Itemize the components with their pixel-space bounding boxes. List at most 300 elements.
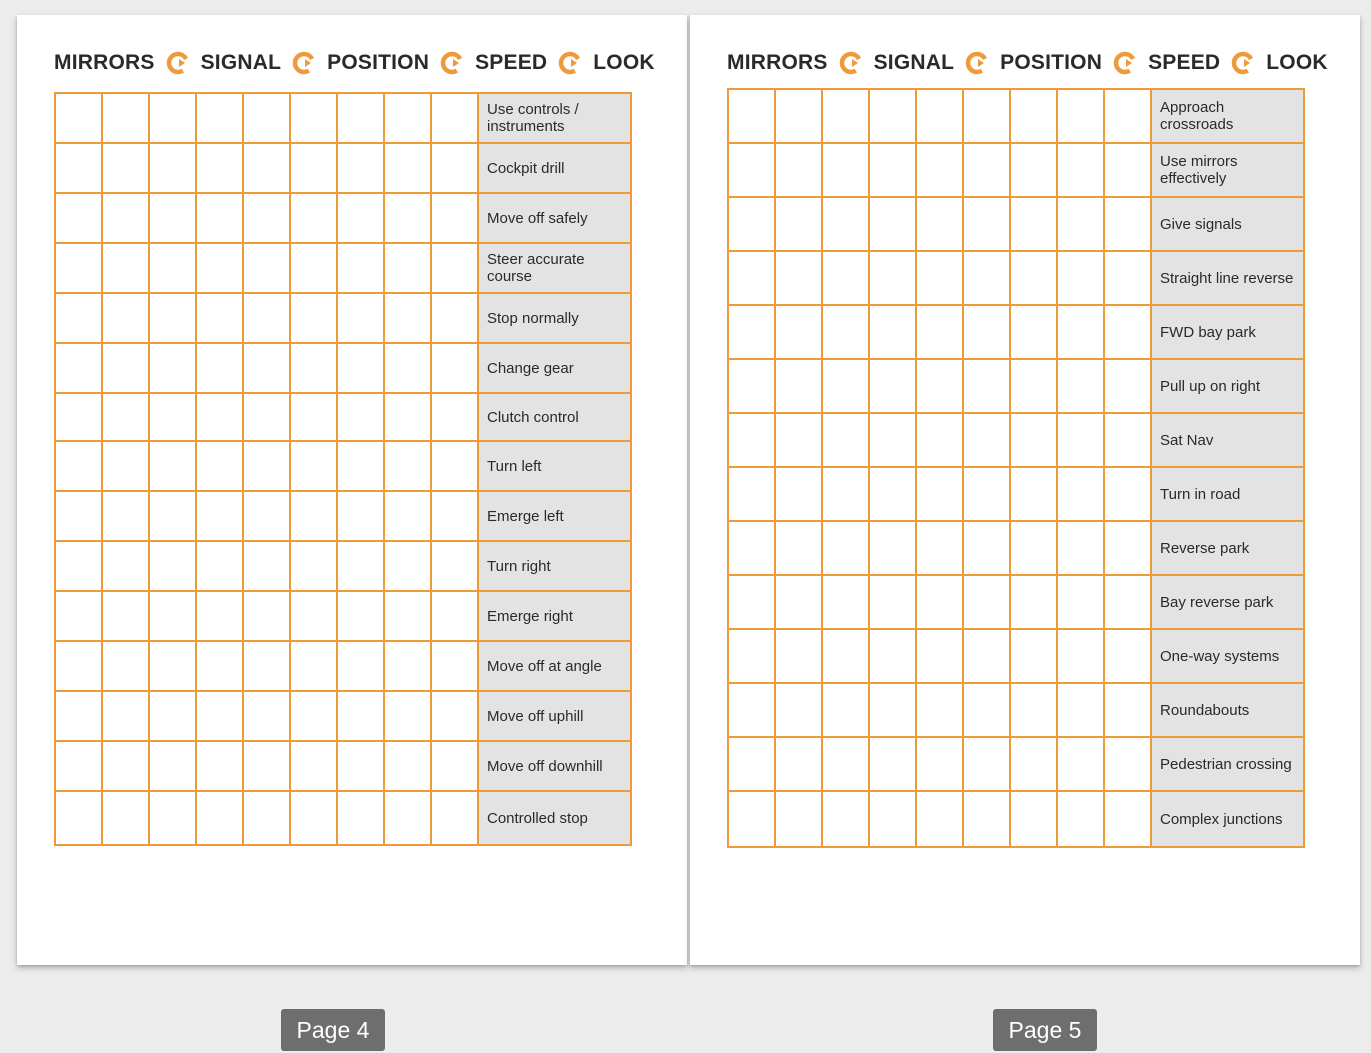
tick-box[interactable] xyxy=(431,243,478,293)
tick-box[interactable] xyxy=(869,737,916,791)
tick-box[interactable] xyxy=(196,193,243,243)
tick-box[interactable] xyxy=(149,293,196,343)
tick-box[interactable] xyxy=(196,143,243,193)
tick-box[interactable] xyxy=(822,143,869,197)
tick-box[interactable] xyxy=(55,791,102,845)
tick-box[interactable] xyxy=(337,791,384,845)
table-row xyxy=(55,393,631,441)
tick-box[interactable] xyxy=(149,791,196,845)
table-row xyxy=(55,243,631,293)
skill-label: Use mirrors effectively xyxy=(1151,143,1304,197)
tick-box[interactable] xyxy=(55,691,102,741)
tick-box[interactable] xyxy=(196,243,243,293)
tick-box[interactable] xyxy=(1104,143,1151,197)
tick-box[interactable] xyxy=(822,629,869,683)
tick-box[interactable] xyxy=(775,197,822,251)
tick-box[interactable] xyxy=(243,243,290,293)
tick-box[interactable] xyxy=(822,521,869,575)
tick-box[interactable] xyxy=(1057,89,1104,143)
tick-box[interactable] xyxy=(290,741,337,791)
tick-box[interactable] xyxy=(1104,89,1151,143)
tick-box[interactable] xyxy=(1010,629,1057,683)
tick-box[interactable] xyxy=(337,243,384,293)
tick-box[interactable] xyxy=(775,359,822,413)
tick-box[interactable] xyxy=(1057,305,1104,359)
tick-box[interactable] xyxy=(822,413,869,467)
tick-box[interactable] xyxy=(916,359,963,413)
tick-box[interactable] xyxy=(963,89,1010,143)
tick-box[interactable] xyxy=(243,691,290,741)
tick-box[interactable] xyxy=(775,791,822,847)
skill-label: Emerge right xyxy=(478,591,631,641)
tick-box[interactable] xyxy=(384,641,431,691)
tick-box[interactable] xyxy=(102,293,149,343)
tick-box[interactable] xyxy=(963,629,1010,683)
tick-box[interactable] xyxy=(243,93,290,143)
skill-label: Turn left xyxy=(478,441,631,491)
tick-box[interactable] xyxy=(916,413,963,467)
tick-box[interactable] xyxy=(1010,467,1057,521)
skills-grid xyxy=(54,92,632,846)
tick-box[interactable] xyxy=(1010,89,1057,143)
tick-box[interactable] xyxy=(775,521,822,575)
header-word-mirrors: MIRRORS xyxy=(54,51,155,74)
tick-box[interactable] xyxy=(55,93,102,143)
msp-header xyxy=(54,51,655,75)
tick-box[interactable] xyxy=(55,641,102,691)
tick-box[interactable] xyxy=(196,591,243,641)
table-row xyxy=(728,575,1304,629)
tick-box[interactable] xyxy=(55,491,102,541)
tick-box[interactable] xyxy=(431,343,478,393)
tick-box[interactable] xyxy=(431,293,478,343)
tick-box[interactable] xyxy=(149,243,196,293)
tick-box[interactable] xyxy=(916,89,963,143)
tick-box[interactable] xyxy=(243,143,290,193)
tick-box[interactable] xyxy=(290,293,337,343)
tick-box[interactable] xyxy=(916,575,963,629)
tick-box[interactable] xyxy=(149,491,196,541)
tick-box[interactable] xyxy=(290,93,337,143)
tick-box[interactable] xyxy=(916,467,963,521)
tick-box[interactable] xyxy=(102,93,149,143)
tick-box[interactable] xyxy=(102,791,149,845)
tick-box[interactable] xyxy=(337,591,384,641)
circle-arrow-right-icon xyxy=(1231,51,1255,75)
tick-box[interactable] xyxy=(290,393,337,441)
tick-box[interactable] xyxy=(55,741,102,791)
tick-box[interactable] xyxy=(1057,575,1104,629)
tick-box[interactable] xyxy=(1010,197,1057,251)
tick-box[interactable] xyxy=(337,641,384,691)
tick-box[interactable] xyxy=(196,791,243,845)
tick-box[interactable] xyxy=(728,521,775,575)
tick-box[interactable] xyxy=(384,541,431,591)
tick-box[interactable] xyxy=(431,741,478,791)
tick-box[interactable] xyxy=(337,491,384,541)
tick-box[interactable] xyxy=(337,441,384,491)
tick-box[interactable] xyxy=(196,641,243,691)
tick-box[interactable] xyxy=(149,143,196,193)
tick-box[interactable] xyxy=(869,629,916,683)
tick-box[interactable] xyxy=(290,591,337,641)
tick-box[interactable] xyxy=(1010,521,1057,575)
tick-box[interactable] xyxy=(1104,575,1151,629)
tick-box[interactable] xyxy=(102,441,149,491)
tick-box[interactable] xyxy=(243,791,290,845)
tick-box[interactable] xyxy=(1057,143,1104,197)
tick-box[interactable] xyxy=(775,251,822,305)
tick-box[interactable] xyxy=(102,641,149,691)
skills-grid xyxy=(727,88,1305,848)
tick-box[interactable] xyxy=(337,393,384,441)
tick-box[interactable] xyxy=(243,641,290,691)
tick-box[interactable] xyxy=(290,243,337,293)
tick-box[interactable] xyxy=(149,343,196,393)
tick-box[interactable] xyxy=(196,441,243,491)
tick-box[interactable] xyxy=(196,541,243,591)
table-row xyxy=(55,193,631,243)
tick-box[interactable] xyxy=(384,491,431,541)
tick-box[interactable] xyxy=(869,251,916,305)
tick-box[interactable] xyxy=(384,343,431,393)
tick-box[interactable] xyxy=(290,691,337,741)
tick-box[interactable] xyxy=(149,691,196,741)
tick-box[interactable] xyxy=(337,741,384,791)
tick-box[interactable] xyxy=(55,343,102,393)
tick-box[interactable] xyxy=(728,305,775,359)
tick-box[interactable] xyxy=(822,575,869,629)
tick-box[interactable] xyxy=(384,93,431,143)
tick-box[interactable] xyxy=(822,359,869,413)
tick-box[interactable] xyxy=(728,791,775,847)
tick-box[interactable] xyxy=(1104,359,1151,413)
tick-box[interactable] xyxy=(102,541,149,591)
tick-box[interactable] xyxy=(1104,791,1151,847)
tick-box[interactable] xyxy=(728,251,775,305)
tick-box[interactable] xyxy=(963,143,1010,197)
tick-box[interactable] xyxy=(1057,197,1104,251)
tick-box[interactable] xyxy=(149,193,196,243)
tick-box[interactable] xyxy=(243,541,290,591)
tick-box[interactable] xyxy=(822,251,869,305)
tick-box[interactable] xyxy=(916,683,963,737)
tick-box[interactable] xyxy=(1010,305,1057,359)
tick-box[interactable] xyxy=(384,441,431,491)
tick-box[interactable] xyxy=(337,143,384,193)
tick-box[interactable] xyxy=(243,491,290,541)
tick-box[interactable] xyxy=(102,343,149,393)
tick-box[interactable] xyxy=(384,791,431,845)
tick-box[interactable] xyxy=(1104,467,1151,521)
page-5-label[interactable]: Page 5 xyxy=(993,1009,1097,1051)
tick-box[interactable] xyxy=(963,521,1010,575)
tick-box[interactable] xyxy=(963,413,1010,467)
tick-box[interactable] xyxy=(196,93,243,143)
tick-box[interactable] xyxy=(1104,305,1151,359)
tick-box[interactable] xyxy=(1057,359,1104,413)
header-word-signal: SIGNAL xyxy=(873,51,955,74)
skill-label: Pedestrian crossing xyxy=(1151,737,1304,791)
table-row xyxy=(728,251,1304,305)
tick-box[interactable] xyxy=(822,683,869,737)
tick-box[interactable] xyxy=(102,243,149,293)
tick-box[interactable] xyxy=(431,541,478,591)
tick-box[interactable] xyxy=(337,541,384,591)
tick-box[interactable] xyxy=(149,393,196,441)
tick-box[interactable] xyxy=(775,89,822,143)
tick-box[interactable] xyxy=(243,393,290,441)
table-row xyxy=(55,591,631,641)
tick-box[interactable] xyxy=(1057,683,1104,737)
tick-box[interactable] xyxy=(963,467,1010,521)
tick-box[interactable] xyxy=(102,741,149,791)
table-row xyxy=(728,791,1304,847)
tick-box[interactable] xyxy=(728,737,775,791)
tick-box[interactable] xyxy=(243,293,290,343)
tick-box[interactable] xyxy=(775,305,822,359)
tick-box[interactable] xyxy=(290,491,337,541)
tick-box[interactable] xyxy=(431,143,478,193)
skill-label: Emerge left xyxy=(478,491,631,541)
tick-box[interactable] xyxy=(196,343,243,393)
tick-box[interactable] xyxy=(822,467,869,521)
tick-box[interactable] xyxy=(963,737,1010,791)
tick-box[interactable] xyxy=(149,93,196,143)
tick-box[interactable] xyxy=(916,737,963,791)
tick-box[interactable] xyxy=(775,467,822,521)
tick-box[interactable] xyxy=(728,89,775,143)
tick-box[interactable] xyxy=(1104,683,1151,737)
tick-box[interactable] xyxy=(1010,683,1057,737)
skill-label: Sat Nav xyxy=(1151,413,1304,467)
tick-box[interactable] xyxy=(1104,521,1151,575)
msp-header xyxy=(727,51,1328,75)
tick-box[interactable] xyxy=(102,193,149,243)
tick-box[interactable] xyxy=(916,197,963,251)
tick-box[interactable] xyxy=(431,441,478,491)
tick-box[interactable] xyxy=(243,591,290,641)
tick-box[interactable] xyxy=(963,251,1010,305)
tick-box[interactable] xyxy=(55,393,102,441)
tick-box[interactable] xyxy=(728,359,775,413)
header-word-mirrors: MIRRORS xyxy=(727,51,828,74)
table-row xyxy=(55,441,631,491)
tick-box[interactable] xyxy=(243,741,290,791)
tick-box[interactable] xyxy=(384,591,431,641)
tick-box[interactable] xyxy=(728,575,775,629)
tick-box[interactable] xyxy=(384,193,431,243)
tick-box[interactable] xyxy=(1057,467,1104,521)
header-word-look: LOOK xyxy=(593,51,655,74)
tick-box[interactable] xyxy=(149,441,196,491)
tick-box[interactable] xyxy=(431,393,478,441)
tick-box[interactable] xyxy=(963,359,1010,413)
tick-box[interactable] xyxy=(337,193,384,243)
tick-box[interactable] xyxy=(916,791,963,847)
tick-box[interactable] xyxy=(869,197,916,251)
tick-box[interactable] xyxy=(916,251,963,305)
tick-box[interactable] xyxy=(149,641,196,691)
tick-box[interactable] xyxy=(822,89,869,143)
tick-box[interactable] xyxy=(916,305,963,359)
tick-box[interactable] xyxy=(869,467,916,521)
tick-box[interactable] xyxy=(55,143,102,193)
tick-box[interactable] xyxy=(869,359,916,413)
tick-box[interactable] xyxy=(1010,737,1057,791)
tick-box[interactable] xyxy=(102,393,149,441)
tick-box[interactable] xyxy=(431,193,478,243)
tick-box[interactable] xyxy=(775,683,822,737)
tick-box[interactable] xyxy=(1104,197,1151,251)
tick-box[interactable] xyxy=(431,491,478,541)
tick-box[interactable] xyxy=(869,683,916,737)
tick-box[interactable] xyxy=(1057,413,1104,467)
table-row xyxy=(55,491,631,541)
tick-box[interactable] xyxy=(1057,791,1104,847)
tick-box[interactable] xyxy=(149,541,196,591)
tick-box[interactable] xyxy=(822,305,869,359)
tick-box[interactable] xyxy=(822,197,869,251)
table-row xyxy=(728,197,1304,251)
tick-box[interactable] xyxy=(1057,251,1104,305)
tick-box[interactable] xyxy=(1010,359,1057,413)
tick-box[interactable] xyxy=(869,413,916,467)
tick-box[interactable] xyxy=(1104,737,1151,791)
tick-box[interactable] xyxy=(196,393,243,441)
header-word-speed: SPEED xyxy=(1148,51,1221,74)
tick-box[interactable] xyxy=(728,197,775,251)
tick-box[interactable] xyxy=(149,591,196,641)
tick-box[interactable] xyxy=(822,791,869,847)
tick-box[interactable] xyxy=(963,791,1010,847)
tick-box[interactable] xyxy=(290,641,337,691)
tick-box[interactable] xyxy=(822,737,869,791)
tick-box[interactable] xyxy=(102,691,149,741)
tick-box[interactable] xyxy=(1104,629,1151,683)
tick-box[interactable] xyxy=(102,143,149,193)
tick-box[interactable] xyxy=(290,143,337,193)
tick-box[interactable] xyxy=(290,541,337,591)
tick-box[interactable] xyxy=(196,741,243,791)
tick-box[interactable] xyxy=(384,741,431,791)
tick-box[interactable] xyxy=(337,93,384,143)
table-row xyxy=(55,741,631,791)
tick-box[interactable] xyxy=(1057,521,1104,575)
circle-arrow-right-icon xyxy=(839,51,863,75)
tick-box[interactable] xyxy=(337,293,384,343)
tick-box[interactable] xyxy=(775,413,822,467)
tick-box[interactable] xyxy=(290,343,337,393)
tick-box[interactable] xyxy=(728,683,775,737)
tick-box[interactable] xyxy=(963,305,1010,359)
tick-box[interactable] xyxy=(290,193,337,243)
tick-box[interactable] xyxy=(1104,251,1151,305)
tick-box[interactable] xyxy=(55,193,102,243)
tick-box[interactable] xyxy=(869,89,916,143)
tick-box[interactable] xyxy=(1010,143,1057,197)
tick-box[interactable] xyxy=(102,491,149,541)
tick-box[interactable] xyxy=(869,575,916,629)
tick-box[interactable] xyxy=(963,197,1010,251)
tick-box[interactable] xyxy=(384,691,431,741)
tick-box[interactable] xyxy=(196,293,243,343)
tick-box[interactable] xyxy=(55,441,102,491)
tick-box[interactable] xyxy=(290,441,337,491)
tick-box[interactable] xyxy=(243,441,290,491)
tick-box[interactable] xyxy=(243,343,290,393)
tick-box[interactable] xyxy=(916,521,963,575)
tick-box[interactable] xyxy=(431,791,478,845)
tick-box[interactable] xyxy=(384,393,431,441)
tick-box[interactable] xyxy=(775,143,822,197)
tick-box[interactable] xyxy=(1057,737,1104,791)
skill-label: Bay reverse park xyxy=(1151,575,1304,629)
tick-box[interactable] xyxy=(1010,791,1057,847)
tick-box[interactable] xyxy=(384,243,431,293)
tick-box[interactable] xyxy=(728,413,775,467)
tick-box[interactable] xyxy=(384,293,431,343)
page-4-label[interactable]: Page 4 xyxy=(281,1009,385,1051)
tick-box[interactable] xyxy=(55,591,102,641)
tick-box[interactable] xyxy=(431,591,478,641)
tick-box[interactable] xyxy=(1010,251,1057,305)
tick-box[interactable] xyxy=(431,93,478,143)
skill-label: Controlled stop xyxy=(478,791,631,845)
tick-box[interactable] xyxy=(775,737,822,791)
tick-box[interactable] xyxy=(196,691,243,741)
tick-box[interactable] xyxy=(1010,413,1057,467)
tick-box[interactable] xyxy=(963,575,1010,629)
tick-box[interactable] xyxy=(1057,629,1104,683)
table-row xyxy=(728,521,1304,575)
tick-box[interactable] xyxy=(431,641,478,691)
tick-box[interactable] xyxy=(869,143,916,197)
tick-box[interactable] xyxy=(728,143,775,197)
tick-box[interactable] xyxy=(1104,413,1151,467)
skill-label: Move off uphill xyxy=(478,691,631,741)
tick-box[interactable] xyxy=(102,591,149,641)
tick-box[interactable] xyxy=(775,575,822,629)
tick-box[interactable] xyxy=(869,521,916,575)
tick-box[interactable] xyxy=(775,629,822,683)
skill-label: Give signals xyxy=(1151,197,1304,251)
tick-box[interactable] xyxy=(963,683,1010,737)
tick-box[interactable] xyxy=(196,491,243,541)
tick-box[interactable] xyxy=(384,143,431,193)
tick-box[interactable] xyxy=(869,305,916,359)
tick-box[interactable] xyxy=(337,691,384,741)
tick-box[interactable] xyxy=(337,343,384,393)
tick-box[interactable] xyxy=(916,143,963,197)
tick-box[interactable] xyxy=(55,243,102,293)
tick-box[interactable] xyxy=(728,467,775,521)
header-word-signal: SIGNAL xyxy=(200,51,282,74)
tick-box[interactable] xyxy=(290,791,337,845)
tick-box[interactable] xyxy=(728,629,775,683)
tick-box[interactable] xyxy=(431,691,478,741)
page-4-sheet xyxy=(17,15,687,965)
tick-box[interactable] xyxy=(149,741,196,791)
tick-box[interactable] xyxy=(1010,575,1057,629)
table-row xyxy=(728,413,1304,467)
tick-box[interactable] xyxy=(243,193,290,243)
skill-label: Move off safely xyxy=(478,193,631,243)
tick-box[interactable] xyxy=(916,629,963,683)
tick-box[interactable] xyxy=(55,293,102,343)
tick-box[interactable] xyxy=(869,791,916,847)
tick-box[interactable] xyxy=(55,541,102,591)
